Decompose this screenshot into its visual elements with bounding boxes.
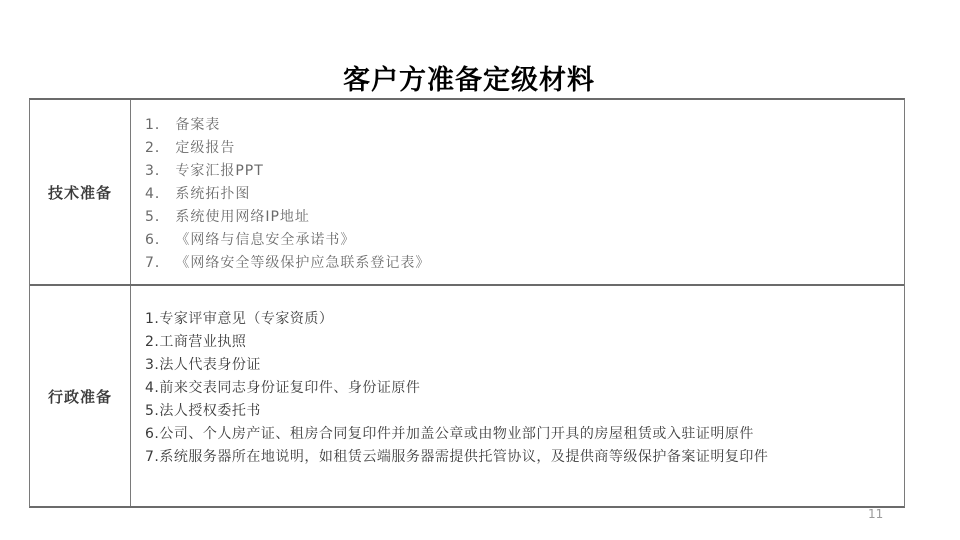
list-item: 2.工商营业执照 <box>145 334 247 350</box>
list-item: 6． 《网络与信息安全承诺书》 <box>145 232 356 248</box>
list-item: 7． 《网络安全等级保护应急联系登记表》 <box>145 255 431 271</box>
row-label-administrative: 行政准备 <box>30 286 131 506</box>
list-item: 7.系统服务器所在地说明，如租赁云端服务器需提供托管协议，及提供商等级保护备案证明复印件 <box>145 449 769 465</box>
page-title: 客户方准备定级材料 <box>343 65 595 96</box>
table-row-technical <box>30 100 904 286</box>
list-item: 5． 系统使用网络IP地址 <box>145 209 310 225</box>
list-item: 3.法人代表身份证 <box>145 357 261 373</box>
list-item: 6.公司、个人房产证、租房合同复印件并加盖公章或由物业部门开具的房屋租赁或入驻证明原件 <box>145 426 754 442</box>
list-item: 4.前来交表同志身份证复印件、身份证原件 <box>145 380 421 396</box>
list-item: 2． 定级报告 <box>145 140 236 156</box>
list-item: 5.法人授权委托书 <box>145 403 261 419</box>
row-label-technical: 技术准备 <box>30 100 131 284</box>
table-row-administrative <box>30 286 904 506</box>
technical-item-list <box>131 100 904 284</box>
list-item: 1.专家评审意见（专家资质） <box>145 311 334 327</box>
materials-table <box>29 98 905 508</box>
page-number: 11 <box>868 507 884 521</box>
administrative-item-list <box>131 286 904 506</box>
list-item: 3． 专家汇报PPT <box>145 163 264 179</box>
list-item: 1． 备案表 <box>145 117 221 133</box>
list-item: 4． 系统拓扑图 <box>145 186 251 202</box>
